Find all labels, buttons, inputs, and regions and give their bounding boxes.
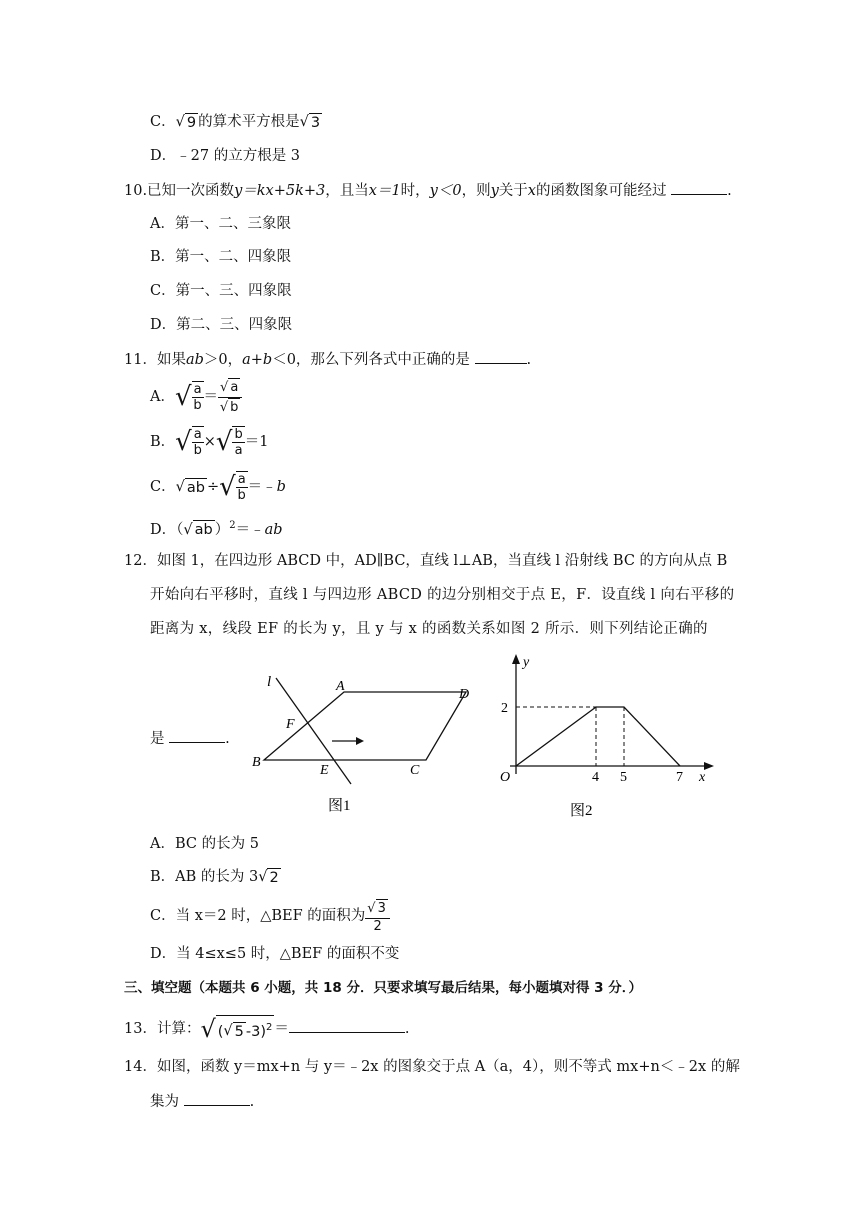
result: ＝﹣ bbox=[235, 521, 265, 538]
var-y: y bbox=[490, 183, 499, 199]
radicand: ab bbox=[194, 522, 213, 539]
stem-text: 是 bbox=[150, 731, 165, 747]
option-label: A． bbox=[150, 389, 175, 405]
sqrt-fraction: √ $\frac{a}{b}$ bbox=[175, 427, 202, 458]
option-text: 的算术平方根是 bbox=[198, 114, 300, 130]
fraction-of-roots: $\frac{√ a}{√ b}$ bbox=[218, 378, 242, 417]
q9-option-d bbox=[150, 146, 300, 166]
paren: （ bbox=[176, 521, 184, 538]
stem-end: . bbox=[404, 1021, 410, 1037]
stem-end: . bbox=[225, 731, 230, 747]
sqrt-fraction: √ $\frac{a}{b}$ bbox=[174, 382, 202, 413]
figure-1-caption: 图1 bbox=[328, 798, 351, 814]
q14-stem-line-2 bbox=[150, 1091, 254, 1112]
option-label: B． bbox=[150, 869, 176, 885]
stem-text: ，且当 bbox=[325, 183, 369, 199]
q12-stem-line-3: 距离为 x，线段 EF 的长为 y，且 y 与 x 的函数关系如图 2 所示．则下列结论正确的 bbox=[150, 621, 708, 637]
condition-expr: x＝1 bbox=[368, 183, 401, 199]
q12-option-c bbox=[150, 894, 390, 938]
option-label: A． bbox=[150, 216, 175, 232]
label-f: F bbox=[286, 717, 295, 732]
stem-text: 10.已知一次函数 bbox=[124, 183, 235, 199]
q11-stem bbox=[124, 349, 531, 370]
operator: ＝ bbox=[274, 1021, 289, 1037]
option-text: 当 x＝2 时，△BEF 的面积为 bbox=[175, 908, 366, 924]
sqrt-fraction: √ $\frac{a}{b}$ bbox=[219, 472, 246, 503]
q11-option-a bbox=[150, 376, 242, 418]
radicand: 3 bbox=[377, 900, 386, 916]
denominator: 2 bbox=[373, 918, 382, 934]
option-label: D． bbox=[150, 148, 177, 164]
label-b: B bbox=[252, 755, 261, 770]
q12-option-d bbox=[150, 944, 399, 964]
denominator: b bbox=[193, 443, 202, 458]
axis-label-y: y bbox=[523, 655, 530, 670]
option-label: C． bbox=[150, 479, 176, 495]
stem-text: 关于 bbox=[498, 183, 528, 199]
section-3-heading: 三、填空题（本题共 6 小题，共 18 分．只要求填写最后结果，每小题填对得 3 分．） bbox=[124, 980, 643, 996]
option-label: A． bbox=[150, 836, 175, 852]
result: ＝﹣ bbox=[247, 479, 277, 495]
origin-label: O bbox=[500, 770, 511, 785]
answer-blank[interactable] bbox=[289, 1018, 405, 1033]
option-text: ﹣27 的立方根是 3 bbox=[176, 148, 301, 164]
stem-text: ，则 bbox=[461, 183, 491, 199]
label-e: E bbox=[320, 763, 329, 778]
arrow-head bbox=[356, 737, 364, 745]
q9-option-c bbox=[150, 112, 322, 132]
radicand: b bbox=[230, 399, 239, 415]
option-text: BC 的长为 5 bbox=[174, 836, 259, 852]
sqrt-fraction: √ $\frac{b}{a}$ bbox=[215, 427, 243, 458]
q10-option-b bbox=[150, 247, 291, 267]
numerator: b bbox=[234, 427, 243, 442]
condition-expr: a+b bbox=[242, 352, 273, 368]
exponent: 2 bbox=[229, 520, 236, 531]
option-label: B． bbox=[150, 434, 176, 450]
denominator: a bbox=[234, 443, 243, 458]
radicand: 2 bbox=[269, 869, 279, 886]
sqrt-expression: √ 3 bbox=[299, 114, 321, 131]
figure-1-quadrilateral bbox=[248, 668, 480, 820]
stem-text: 的函数图象可能经过 bbox=[535, 183, 667, 199]
stem-text: ＜0，那么下列各式中正确的是 bbox=[272, 352, 470, 368]
numerator: a bbox=[193, 427, 202, 442]
result: ＝1 bbox=[244, 434, 269, 450]
q11-option-b bbox=[150, 422, 268, 462]
option-label: D． bbox=[150, 317, 177, 333]
radicand: 9 bbox=[186, 114, 197, 131]
q10-option-d bbox=[150, 315, 292, 335]
var-x: x bbox=[527, 183, 536, 199]
answer-blank[interactable] bbox=[169, 728, 225, 743]
label-d: D bbox=[459, 687, 470, 702]
function-expr: y＝kx+5k+3 bbox=[234, 183, 326, 199]
q10-stem bbox=[124, 180, 732, 201]
operator: × bbox=[203, 434, 216, 450]
x-axis-arrow bbox=[704, 762, 714, 770]
option-label: D． bbox=[150, 521, 177, 538]
q11-option-c bbox=[150, 467, 286, 507]
function-graph bbox=[516, 707, 680, 766]
q12-stem-line-2: 开始向右平移时，直线 l 与四边形 ABCD 的边分别相交于点 E，F．设直线 l 向右平移的 bbox=[150, 587, 735, 603]
stem-text: 集为 bbox=[150, 1094, 179, 1110]
sqrt-expression: √ 9 bbox=[175, 114, 197, 131]
option-text: 第一、三、四象限 bbox=[175, 283, 292, 299]
option-label: C． bbox=[150, 283, 176, 299]
option-label: C． bbox=[150, 114, 176, 130]
option-text: 当 4≤x≤5 时，△BEF 的面积不变 bbox=[176, 946, 400, 962]
stem-text: 11．如果 bbox=[124, 352, 186, 368]
paren: ） bbox=[214, 521, 230, 538]
operand: -3 bbox=[245, 1023, 261, 1040]
q14-stem-line-1: 14．如图，函数 y＝mx+n 与 y＝﹣2x 的图象交于点 A（a，4），则不等式 mx+n＜﹣2x 的解 bbox=[124, 1059, 740, 1075]
stem-text: ＞0， bbox=[203, 352, 243, 368]
numerator: a bbox=[193, 382, 202, 397]
sqrt-expression: √ ab bbox=[183, 521, 213, 539]
tick-x-4: 4 bbox=[592, 770, 599, 785]
option-label: D． bbox=[150, 946, 177, 962]
option-label: C． bbox=[150, 908, 176, 924]
label-a: A bbox=[336, 679, 345, 694]
label-l: l bbox=[267, 674, 272, 690]
option-text: 第一、二、三象限 bbox=[174, 216, 291, 232]
axis-label-x: x bbox=[699, 770, 706, 785]
option-text: 第一、二、四象限 bbox=[175, 249, 292, 265]
stem-end: . bbox=[249, 1094, 255, 1110]
stem-text: 13．计算： bbox=[124, 1021, 201, 1037]
numerator: a bbox=[237, 472, 246, 487]
radicand: 3 bbox=[310, 114, 321, 131]
answer-blank[interactable] bbox=[475, 349, 527, 364]
q12-stem-line-4 bbox=[150, 728, 230, 749]
condition-expr: y＜0 bbox=[429, 183, 462, 199]
stem-end: . bbox=[727, 183, 732, 199]
figure-2-graph bbox=[490, 650, 718, 826]
q10-option-c bbox=[150, 281, 292, 301]
figure-2-caption: 图2 bbox=[570, 803, 593, 819]
operator: ÷ bbox=[206, 479, 220, 495]
condition-expr: ab bbox=[185, 352, 204, 368]
radicand: ab bbox=[186, 479, 205, 496]
q12-option-a bbox=[150, 834, 259, 854]
exponent: 2 bbox=[266, 1021, 273, 1033]
q10-option-a bbox=[150, 214, 291, 234]
label-c: C bbox=[410, 763, 420, 778]
option-text: 第二、三、四象限 bbox=[176, 317, 293, 333]
answer-blank[interactable] bbox=[671, 180, 727, 195]
answer-blank[interactable] bbox=[184, 1091, 250, 1106]
denominator: b bbox=[237, 488, 246, 503]
sqrt-expression: √ ab bbox=[175, 479, 205, 496]
option-label: B． bbox=[150, 249, 176, 265]
stem-end: . bbox=[526, 352, 532, 368]
sqrt-outer: √ (√ 5 -3)$^2$ bbox=[200, 1015, 273, 1043]
radicand: a bbox=[230, 379, 239, 395]
radicand: 5 bbox=[234, 1023, 244, 1040]
y-axis-arrow bbox=[512, 654, 520, 664]
q13 bbox=[124, 1012, 410, 1046]
fraction: $\frac{√ 3}{2}$ bbox=[365, 899, 390, 934]
operator: ＝ bbox=[203, 389, 219, 405]
q12-stem-line-1: 12．如图 1，在四边形 ABCD 中，AD∥BC，直线 l⊥AB，当直线 l 沿射线 BC 的方向从点 B bbox=[124, 553, 728, 569]
tick-y-2: 2 bbox=[501, 701, 508, 716]
sqrt-expression: √ 2 bbox=[258, 869, 279, 886]
q11-option-d bbox=[150, 516, 283, 540]
stem-text: 时， bbox=[400, 183, 430, 199]
option-text: AB 的长为 3 bbox=[175, 869, 259, 885]
tick-x-7: 7 bbox=[676, 770, 683, 785]
tick-x-5: 5 bbox=[620, 770, 627, 785]
result-var: b bbox=[276, 479, 286, 495]
result-var: ab bbox=[264, 521, 283, 538]
denominator: b bbox=[193, 398, 202, 413]
q12-option-b bbox=[150, 867, 281, 887]
